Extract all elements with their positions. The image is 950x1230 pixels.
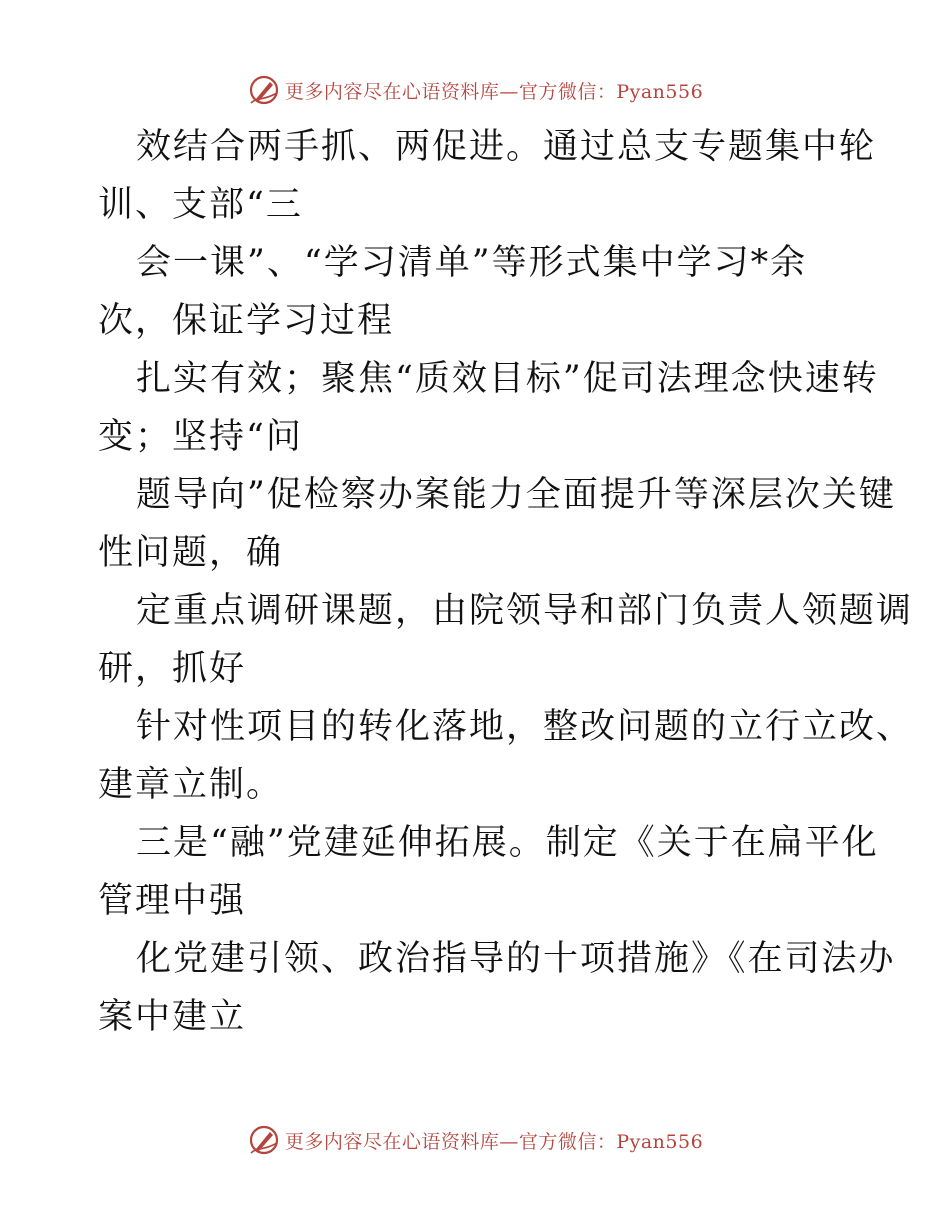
text-line: 研，抓好 [98,649,247,689]
header-watermark [0,70,950,110]
text-line: 针对性项目的转化落地，整改问题的立行立改、 [136,707,914,747]
footer-watermark [0,1120,950,1160]
text-line: 性问题，确 [98,533,284,573]
text-line: 会一课”、“学习清单”等形式集中学习*余 [136,243,808,283]
text-line: 次，保证学习过程 [98,301,395,341]
text-line: 定重点调研课题，由院领导和部门负责人领题调 [136,591,914,631]
text-line: 效结合两手抓、两促进。通过总支专题集中轮 [136,127,877,167]
quill-logo-icon [247,73,281,107]
text-line: 管理中强 [98,881,247,921]
text-line: 化党建引领、政治指导的十项措施》《在司法办 [136,939,896,979]
text-line: 题导向”促检察办案能力全面提升等深层次关键 [136,475,896,515]
text-line: 变；坚持“问 [98,417,303,457]
quill-logo-icon [247,1123,281,1157]
watermark-text: 更多内容尽在心语资料库—官方微信：Pyan556 [284,1130,704,1153]
text-line: 建章立制。 [98,765,284,805]
watermark-text: 更多内容尽在心语资料库—官方微信：Pyan556 [284,80,704,103]
text-line: 案中建立 [98,997,247,1037]
text-line: 扎实有效；聚焦“质效目标”促司法理念快速转 [136,359,879,399]
text-line: 三是“融”党建延伸拓展。制定《关于在扁平化 [136,823,879,863]
text-line: 训、支部“三 [98,185,303,225]
